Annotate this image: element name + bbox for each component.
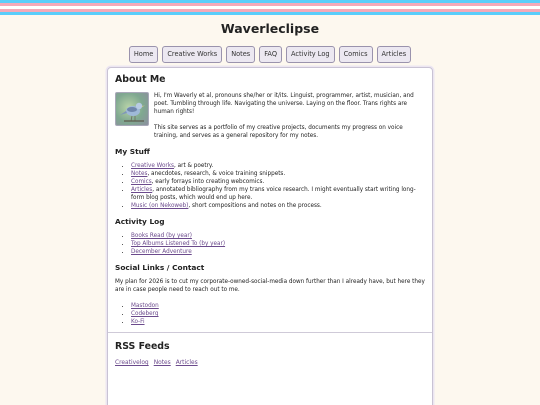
nav-activity-log-button[interactable]: Activity Log <box>286 46 335 63</box>
ko-fi-link[interactable]: Ko-Fi <box>131 319 145 325</box>
nav-notes-button[interactable]: Notes <box>226 46 255 63</box>
nav-articles-button[interactable]: Articles <box>377 46 412 63</box>
rss-notes-link[interactable]: Notes <box>153 360 171 366</box>
social-paragraph: My plan for 2026 is to cut my corporate-owned-social-media down further than I already have, but here they are in case people need to reach out to me. <box>115 279 425 293</box>
books-read-link[interactable]: Books Read (by year) <box>131 233 192 239</box>
list-item <box>131 302 425 310</box>
list-item: • Comics, early forrays into creating webcomics. <box>131 178 425 186</box>
top-albums-link[interactable]: Top Albums Listened To (by year) <box>131 241 226 247</box>
music-link[interactable]: Music (on Nekoweb) <box>131 203 189 209</box>
activity-log-list <box>115 232 425 256</box>
december-adventure-link[interactable]: December Adventure <box>131 249 192 255</box>
my-stuff-heading: My Stuff <box>115 147 150 156</box>
list-item <box>131 240 425 248</box>
intro-text <box>154 92 425 140</box>
rss-heading: RSS Feeds <box>115 341 170 352</box>
about-heading: About Me <box>115 74 166 85</box>
about-section <box>108 68 432 326</box>
codeberg-link[interactable]: Codeberg <box>131 311 159 317</box>
intro-paragraph-1: Hi, I'm Waverly et al, pronouns she/her or it/its. Linguist, programmer, artist, musician, and poet. Tumbling through life. Navigating the universe. Laying on the floor. Trans rights are human rights! <box>154 93 414 115</box>
creative-works-link[interactable]: Creative Works <box>131 163 175 169</box>
articles-link[interactable]: Articles <box>131 187 153 193</box>
nav-creative-works-button[interactable]: Creative Works <box>162 46 222 63</box>
nav-home-button[interactable]: Home <box>129 46 158 63</box>
rss-links <box>115 359 425 367</box>
rss-articles-link[interactable]: Articles <box>175 360 198 366</box>
activity-log-heading: Activity Log <box>115 217 165 226</box>
nav-comics-button[interactable]: Comics <box>339 46 373 63</box>
rss-section <box>108 332 432 367</box>
trans-flag-banner <box>0 0 540 15</box>
rss-creativelog-link[interactable]: Creativelog <box>115 360 149 366</box>
bird-avatar-icon <box>115 92 149 126</box>
site-title: Waverleclipse <box>220 21 320 36</box>
list-item: • Music (on Nekoweb), short compositions and notes on the process. <box>131 202 425 210</box>
list-item <box>131 318 425 326</box>
notes-link[interactable]: Notes <box>131 171 148 177</box>
list-item: • Notes, anecdotes, research, & voice training snippets. <box>131 170 425 178</box>
social-heading: Social Links / Contact <box>115 263 205 272</box>
comics-link[interactable]: Comics <box>131 179 152 185</box>
social-list <box>115 302 425 326</box>
list-item: • Creative Works, art & poetry. <box>131 162 425 170</box>
list-item <box>131 248 425 256</box>
intro-block <box>115 92 425 140</box>
mastodon-link[interactable]: Mastodon <box>131 303 159 309</box>
list-item: • Articles, annotated bibliography from my trans voice research. I might eventually start writing long-form blog posts, which would end up here. <box>131 186 425 202</box>
list-item <box>131 232 425 240</box>
intro-paragraph-2: This site serves as a portfolio of my creative projects, documents my progress on voice training, and serves as a general repository for my notes. <box>154 125 403 139</box>
list-item <box>131 310 425 318</box>
main-nav <box>0 46 540 63</box>
nav-faq-button[interactable]: FAQ <box>259 46 282 63</box>
content-card <box>107 67 433 405</box>
my-stuff-list <box>115 162 425 210</box>
